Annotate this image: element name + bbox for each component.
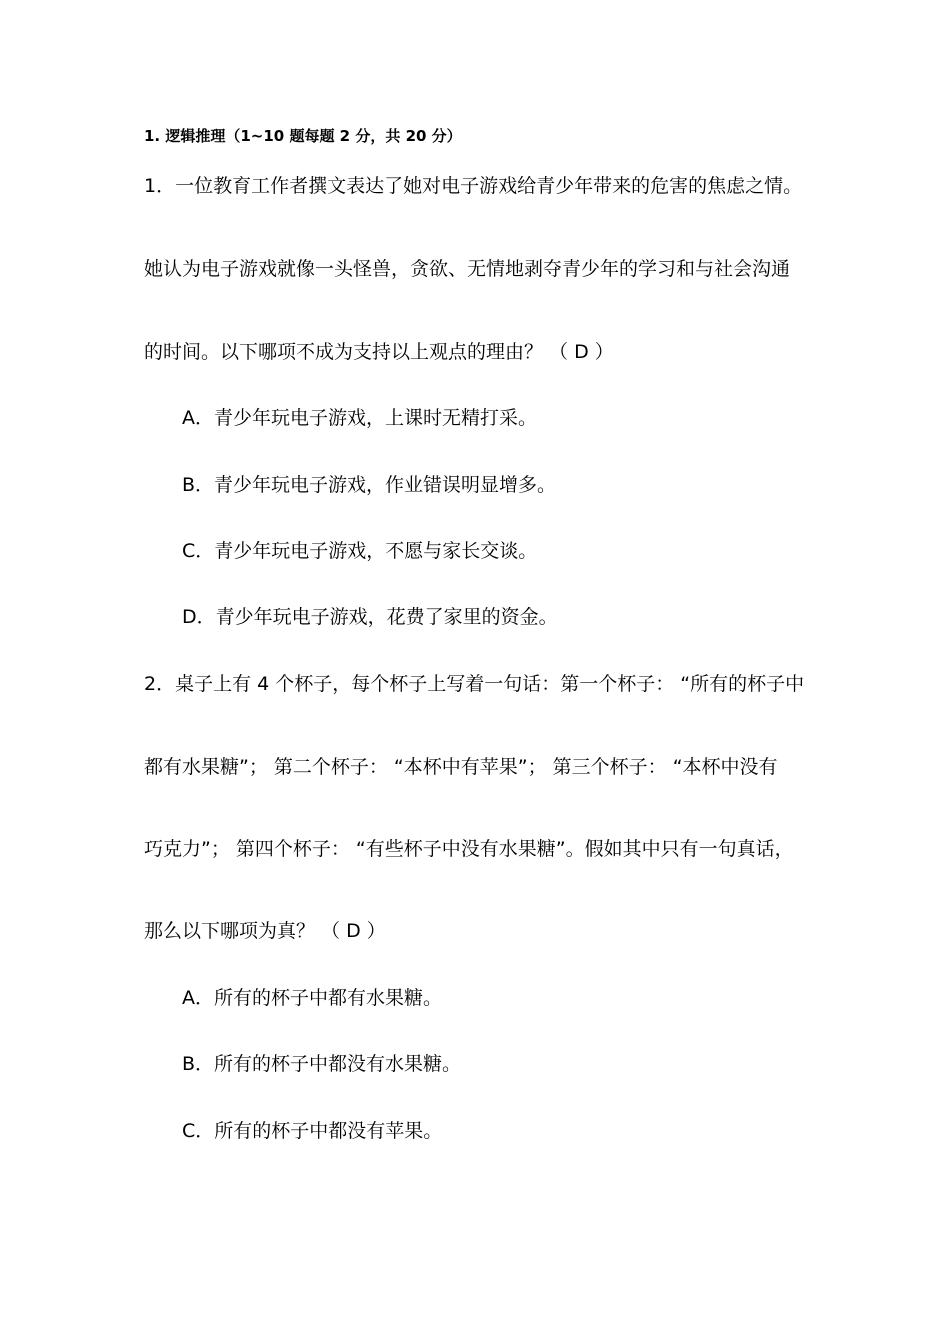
question-2-text-line-4: 那么以下哪项为真？ （ D ） xyxy=(144,920,386,942)
question-2-option-a: A．所有的杯子中都有水果糖。 xyxy=(182,987,442,1009)
question-1-option-b: B．青少年玩电子游戏，作业错误明显增多。 xyxy=(182,474,557,496)
question-1-option-c: C．青少年玩电子游戏，不愿与家长交谈。 xyxy=(182,540,538,562)
question-2-text-line-1: 2．桌子上有 4 个杯子，每个杯子上写着一句话：第一个杯子： “所有的杯子中 xyxy=(144,673,805,695)
question-1-option-a: A．青少年玩电子游戏，上课时无精打采。 xyxy=(182,407,537,429)
question-1-text-line-2: 她认为电子游戏就像一头怪兽，贪欲、无情地剥夺青少年的学习和与社会沟通 xyxy=(144,258,791,280)
question-1-text-line-3: 的时间。以下哪项不成为支持以上观点的理由？ （ D ） xyxy=(144,341,614,363)
section-heading: 1. 逻辑推理（1~10 题每题 2 分，共 20 分） xyxy=(144,127,462,145)
question-1-text-line-1: 1．一位教育工作者撰文表达了她对电子游戏给青少年带来的危害的焦虑之情。 xyxy=(144,175,803,197)
question-2-option-c: C．所有的杯子中都没有苹果。 xyxy=(182,1120,443,1142)
question-1-option-d: D．青少年玩电子游戏，花费了家里的资金。 xyxy=(182,606,558,628)
question-2-option-b: B．所有的杯子中都没有水果糖。 xyxy=(182,1053,462,1075)
question-2-text-line-3: 巧克力”； 第四个杯子： “有些杯子中没有水果糖”。假如其中只有一句真话， xyxy=(144,838,794,860)
question-2-text-line-2: 都有水果糖”； 第二个杯子： “本杯中有苹果”； 第三个杯子： “本杯中没有 xyxy=(144,756,778,778)
